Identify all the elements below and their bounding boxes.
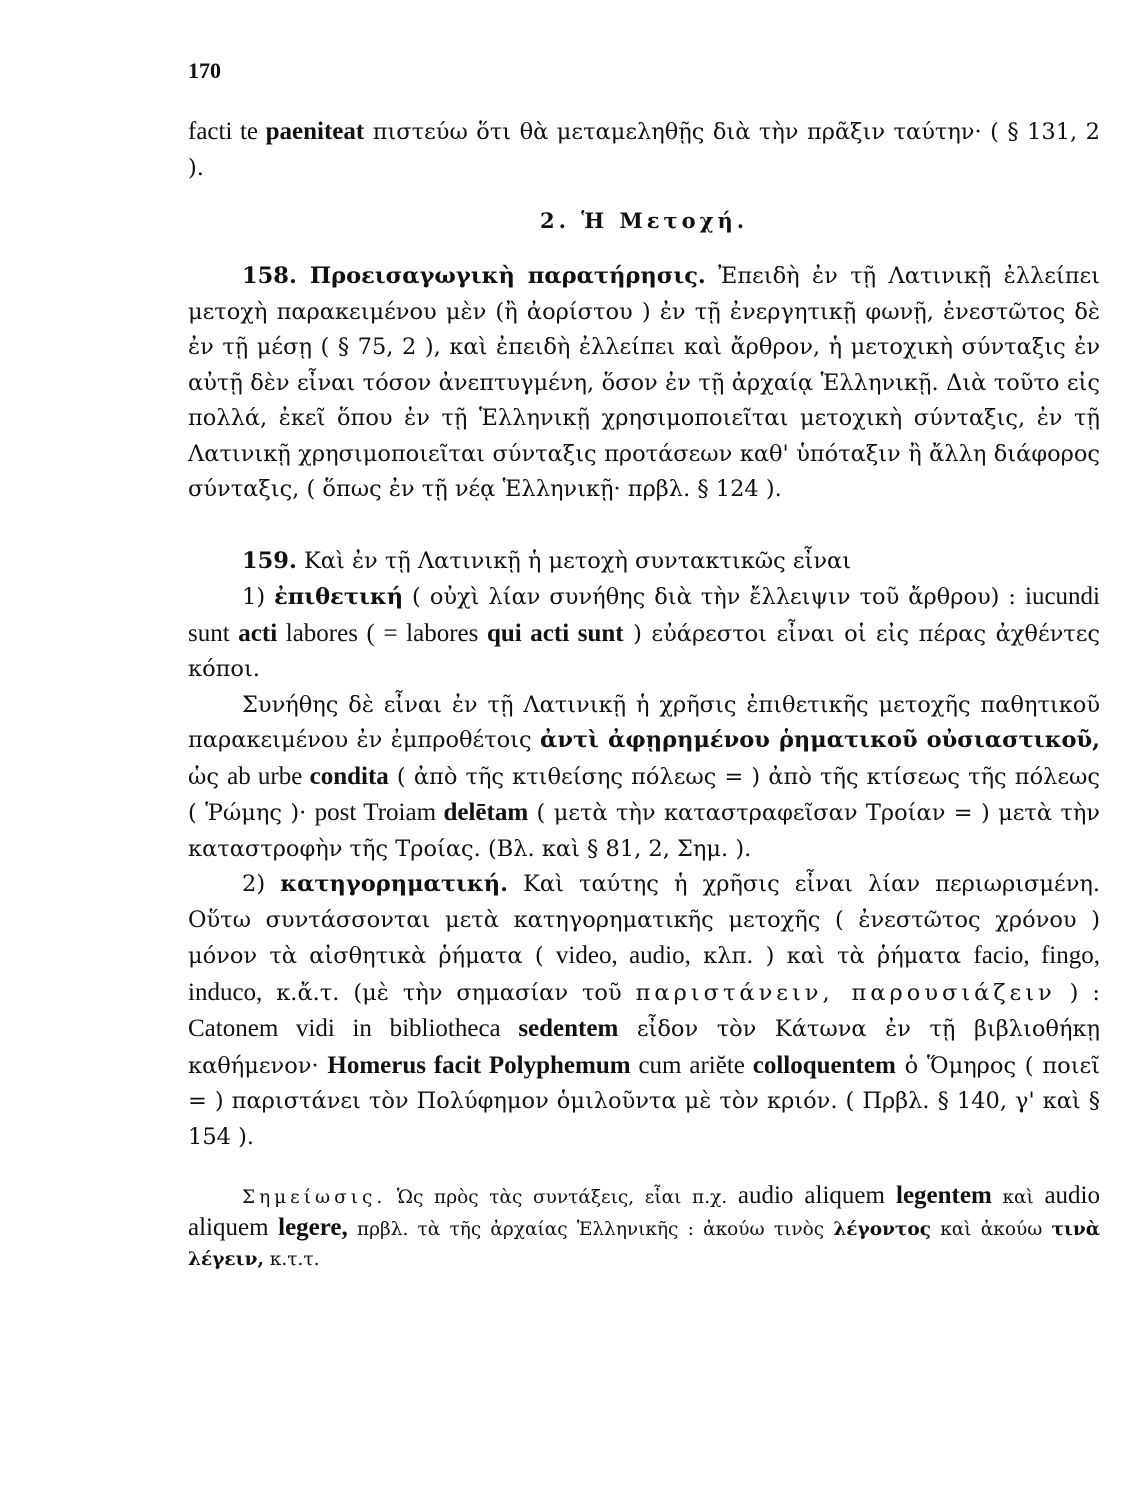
text-run: εἶδον τὸν Κάτωνα ἐν τῇ βιβλιοθήκῃ καθήμενον· — [188, 1016, 1101, 1079]
text-run: καὶ ἀκούω — [931, 1219, 1052, 1240]
text-run: ) — [623, 620, 642, 647]
latin-run-bold: legentem — [896, 1182, 992, 1209]
footnote — [188, 1181, 1100, 1275]
text-run: Καὶ ταύτης ἡ χρῆσις εἶναι λίαν περιωρισμένη. Οὕτω συντάσσονται μετὰ κατηγορηματικῆς μετοχῆς ( ἐνεστῶτος χρόνου ) μόνον τὰ αἰσθητικὰ ῥήματα ( — [188, 871, 1101, 969]
latin-run: ab urbe — [227, 762, 310, 790]
latin-run: audio aliquem — [737, 1182, 896, 1209]
latin-run: post Troiam — [314, 799, 444, 826]
text-run: facti te — [188, 118, 266, 145]
text-run: Ὡς πρὸς τὰς συντάξεις, εἶαι π.χ. — [386, 1187, 738, 1208]
spaced-text: παριστάνειν, παρουσιάζειν — [635, 979, 1056, 1006]
text-run-bold: paeniteat — [265, 118, 365, 145]
latin-run: video, audio, — [555, 942, 691, 969]
text-run: κ.τ.τ. — [263, 1249, 320, 1270]
text-run-bold: ἐπιθετική — [274, 584, 404, 610]
text-run: (Βλ. καὶ § 81, 2, Σημ. ). — [487, 835, 752, 862]
text-run: πιστεύω ὅτι θὰ μεταμεληθῇς διὰ τὴν πρᾶξιν ταύτην· ( § 131, 2 ). — [188, 119, 1100, 181]
text-run: πρβλ. τὰ τῆς ἀρχαίας Ἑλληνικῆς : ἀκούω τινὸς — [347, 1219, 834, 1240]
paragraph-159-2 — [188, 867, 1100, 1155]
latin-run: labores ( = labores — [277, 619, 487, 647]
text-run: εὐάρεστοι εἶναι οἱ εἰς πέρας ἀχθέντες κόποι. — [188, 620, 1100, 682]
latin-run-bold: legere, — [278, 1214, 348, 1241]
paragraph-158 — [188, 259, 1100, 508]
latin-run-bold: sedentem — [518, 1015, 619, 1042]
text-run: Καὶ ἐν τῇ Λατινικῇ ἡ μετοχὴ συντακτικῶς εἶναι — [296, 547, 852, 574]
latin-run-bold: condita — [309, 762, 389, 790]
latin-run: audio aliquem — [188, 1182, 1100, 1241]
latin-run: Catonem vidi in bibliotheca — [188, 1015, 519, 1042]
latin-run-bold: Homerus facit Polyphemum — [327, 1051, 631, 1079]
text-run: κ.ἄ.τ. (μὲ τὴν σημασίαν τοῦ — [262, 979, 636, 1006]
text-run: Συνήθης δὲ εἶναι ἐν τῇ Λατινικῇ ἡ χρῆσις ἐπιθετικῆς μετοχῆς παθητικοῦ παρακειμένου ἐν ἐμπροθέτοις — [188, 691, 1100, 753]
paragraph-intro — [188, 114, 1100, 186]
paragraph-159-1 — [188, 579, 1100, 688]
page-number: 170 — [188, 58, 221, 83]
section-number: 159. — [242, 547, 297, 574]
text-run: 1) — [242, 584, 275, 610]
text-run: ὡς — [188, 763, 228, 790]
section-title: Προεισαγωγικὴ παρατήρησις. — [309, 263, 706, 289]
section-number: 158. — [242, 263, 310, 289]
latin-run-bold: acti — [238, 619, 278, 647]
text-run: ) : — [1055, 979, 1100, 1006]
latin-run-bold: delētam — [443, 799, 529, 826]
page — [188, 58, 1100, 1275]
paragraph-159-intro — [188, 544, 1100, 580]
text-run-bold: κατηγορηματική. — [280, 871, 508, 897]
latin-run: iucundi sunt — [188, 583, 1101, 647]
text-run-bold: ἀντὶ ἀφῃρημένου ῥηματικοῦ οὐσιαστικοῦ, — [540, 727, 1101, 753]
latin-run-bold: qui acti sunt — [486, 619, 624, 647]
text-run: ( ἀπὸ τῆς κτιθείσης πόλεως = ) ἀπὸ τῆς κτίσεως τῆς πόλεως ( Ῥώμης )· — [188, 763, 1100, 826]
text-run: ( μετὰ τὴν καταστραφεῖσαν Τροίαν = ) μετὰ τὴν καταστροφὴν τῆς Τροίας. — [188, 800, 1100, 862]
section-heading: 2. Ἡ Μετοχή. — [539, 208, 749, 233]
text-run-bold: λέγοντος — [833, 1219, 931, 1240]
text-run-bold: τινὰ λέγειν, — [188, 1219, 1100, 1270]
latin-run: cum ariĕte — [630, 1051, 753, 1079]
text-run: Ἐπειδὴ ἐν τῇ Λατινικῇ ἐλλείπει μετοχὴ παρακειμένου μὲν (ἢ ἀορίστου ) ἐν τῇ ἐνεργητικῇ φωνῇ, ἐνεστῶτος δὲ ἐν τῇ μέσῃ ( § 75, 2 ), καὶ ἐπειδὴ ἐλλείπει καὶ ἄρθρον, ἡ μετοχικὴ σύνταξις ἐν αὐτῇ δὲν εἶναι τόσον ἀνεπτυγμένη, ὅσον ἐν τῇ ἀρχαίᾳ Ἑλληνικῇ. Διὰ τοῦτο εἰς πολλά, ἐκεῖ ὅπου ἐν τῇ Ἑλληνικῇ χρησιμοποιεῖται μετοχικὴ σύνταξις, ἐν τῇ Λατινικῇ χρησιμοποιεῖται σύνταξις προτάσεων καθ' ὑπόταξιν ἢ ἄλλη διάφορος σύνταξις, ( ὅπως ἐν τῇ νέᾳ Ἑλληνικῇ· πρβλ. § 124 ). — [188, 263, 1100, 502]
latin-run: facio, fingo, induco, — [188, 942, 1101, 1006]
text-run: κλπ. ) καὶ τὰ ῥήματα — [690, 943, 974, 969]
latin-run-bold: colloquentem — [752, 1051, 896, 1079]
text-run: ( οὐχὶ λίαν συνήθης διὰ τὴν ἔλλειψιν τοῦ ἄρθρου) : — [403, 584, 1026, 610]
note-label: Σημείωσις. — [242, 1187, 387, 1208]
paragraph-159-1b — [188, 688, 1100, 868]
text-run: ὁ Ὅμηρος ( ποιεῖ = ) παριστάνει τὸν Πολύφημον ὁμιλοῦντα μὲ τὸν κριόν. ( Πρβλ. § 140, γ' καὶ § 154 ). — [188, 1052, 1100, 1150]
text-run: 2) — [242, 871, 281, 897]
text-run: καὶ — [991, 1187, 1045, 1208]
